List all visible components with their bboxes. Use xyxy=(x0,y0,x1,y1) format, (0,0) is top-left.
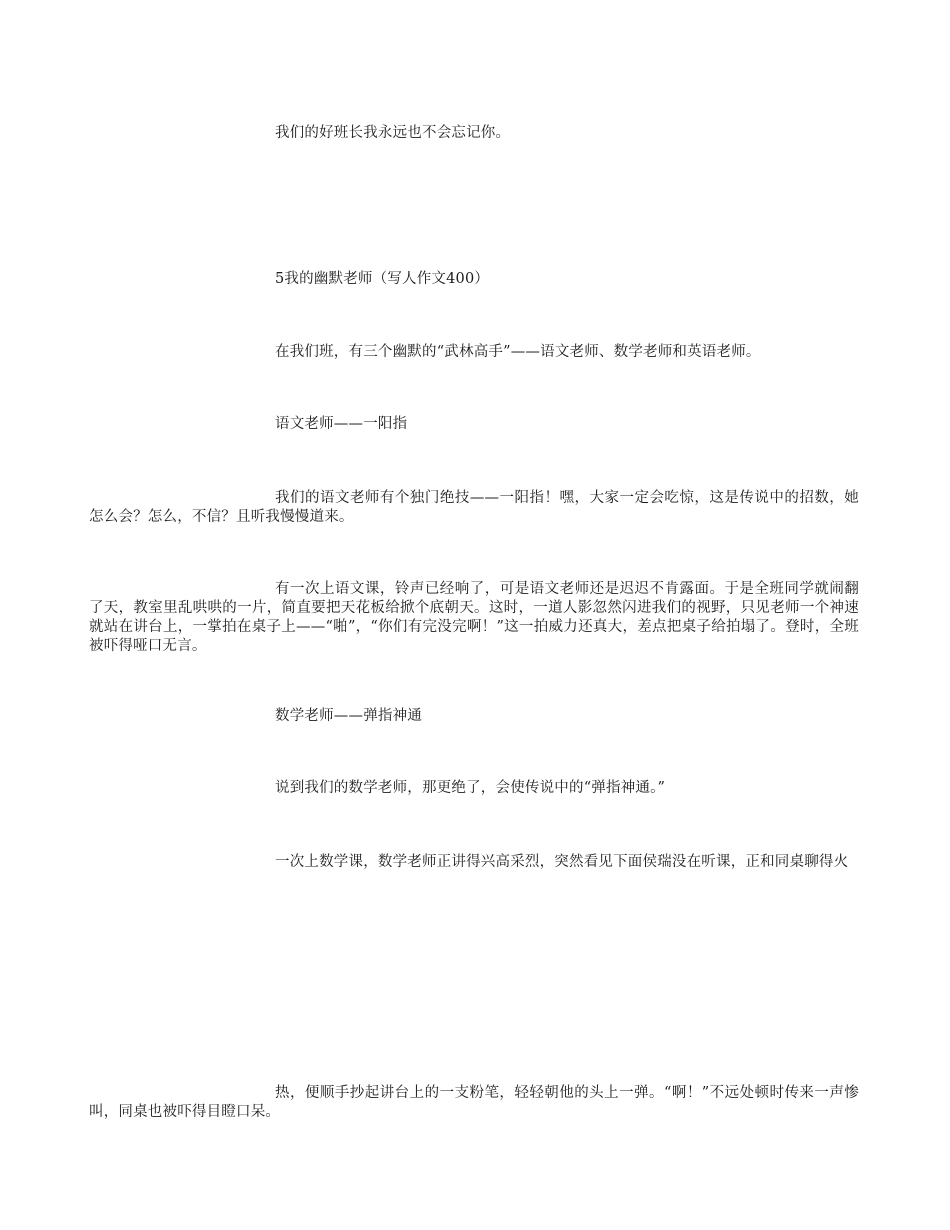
paragraph-math-teacher-intro: 说到我们的数学老师，那更绝了，会使传说中的“弹指神通。” xyxy=(275,780,666,796)
paragraph-math-class-story-part2: 热，便顺手抄起讲台上的一支粉笔，轻轻朝他的头上一弹。“啊！”不远处顿时传来一声惨叫，同桌也被吓得目瞪口呆。 xyxy=(89,1085,859,1120)
paragraph-chinese-class-story: 有一次上语文课，铃声已经响了，可是语文老师还是迟迟不肯露面。于是全班同学就闹翻了天，教室里乱哄哄的一片，简直要把天花板给掀个底朝天。这时，一道人影忽然闪进我们的视野，只见老师一个神速就站在讲台上，一掌拍在桌子上——“啪”，“你们有完没完啊！”这一拍威力还真大，差点把桌子给拍塌了。登时，全班被吓得哑口无言。 xyxy=(89,581,859,654)
section-heading-math-teacher: 数学老师——弹指神通 xyxy=(275,708,422,724)
paragraph-closing-line: 我们的好班长我永远也不会忘记你。 xyxy=(275,125,511,141)
paragraph-math-class-story-part1: 一次上数学课，数学老师正讲得兴高采烈，突然看见下面侯瑞没在听课，正和同桌聊得火 xyxy=(275,854,849,870)
essay-title: 5我的幽默老师（写人作文400） xyxy=(275,271,490,287)
section-heading-chinese-teacher: 语文老师——一阳指 xyxy=(275,416,408,432)
paragraph-intro: 在我们班，有三个幽默的“武林高手”——语文老师、数学老师和英语老师。 xyxy=(275,344,761,360)
paragraph-chinese-teacher-skill: 我们的语文老师有个独门绝技——一阳指！嘿，大家一定会吃惊，这是传说中的招数，她怎么会？怎么，不信？且听我慢慢道来。 xyxy=(89,490,859,525)
